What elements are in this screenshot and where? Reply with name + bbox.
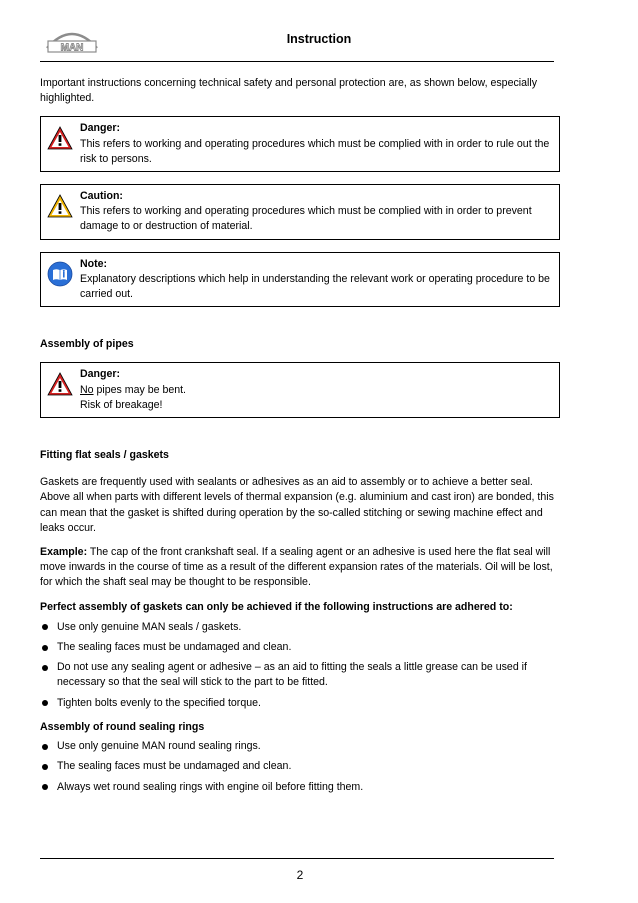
notice-line (80, 383, 551, 398)
pipes-danger-notice (40, 362, 560, 418)
list-item (40, 780, 560, 795)
rings-heading: Assembly of round sealing rings (40, 720, 205, 733)
pipes-heading: Assembly of pipes (40, 338, 134, 351)
content (40, 76, 560, 795)
warning-icon (47, 371, 73, 397)
notice-text: Explanatory descriptions which help in understanding the relevant work or operating procedure to be carried out. (80, 272, 550, 301)
list-item (40, 660, 560, 690)
example-label: Example: (40, 546, 88, 559)
notice-line: Risk of breakage! (80, 398, 163, 411)
bullet-dot (42, 665, 48, 671)
emphasis-no: No (80, 383, 94, 396)
header-divider (40, 61, 554, 62)
list-item (40, 696, 560, 711)
header-title: Instruction (286, 32, 352, 46)
list-item (40, 620, 560, 635)
notice-text: This refers to working and operating procedures which must be complied with in order to prevent damage to or destruction of material. (80, 205, 532, 233)
seals-heading: Fitting flat seals / gaskets (40, 449, 169, 462)
intro-text: Important instructions concerning technical safety and personal protection are, as shown below, especially highlighted. (40, 77, 538, 105)
page-number: 2 (296, 868, 304, 882)
footer-divider (40, 858, 554, 859)
notice-text: This refers to working and operating procedures which must be complied with in order to rule out the risk to persons. (80, 137, 550, 165)
perfect-assembly-heading: Perfect assembly of gaskets can only be achieved if the following instructions are adhered to: (40, 600, 513, 613)
rings-bullet-list (40, 739, 560, 795)
bullet-dot (42, 700, 48, 706)
notice-line-rest: pipes may be bent. (93, 383, 187, 396)
caution-notice (40, 184, 560, 240)
bullet-dot (42, 784, 48, 790)
notice-title: Danger: (80, 122, 121, 135)
seals-bullet-list (40, 620, 560, 711)
list-item-text: Use only genuine MAN round sealing rings. (57, 740, 261, 753)
danger-notice (40, 116, 560, 172)
bullet-dot (42, 764, 48, 770)
bullet-dot (42, 645, 48, 651)
list-item-text: Always wet round sealing rings with engine oil before fitting them. (57, 780, 364, 793)
list-item-text: Do not use any sealing agent or adhesive – as an aid to fitting the seals a little grease can be used if necessary so that the seal will stick to the part to be fitted. (57, 661, 527, 689)
bullet-dot (42, 744, 48, 750)
notice-title: Caution: (80, 190, 123, 203)
note-notice (40, 252, 560, 308)
warning-icon (47, 193, 73, 219)
seals-paragraph: Gaskets are frequently used with sealants or adhesives as an aid to assembly or to achieve a better seal. Above all when parts with different levels of thermal expansion (e.g. aluminium and cast iron) are bonded, this can mean that the gasket is shifted during operation by the so-called stitching or sewing machine effect and leaks occur. (40, 476, 554, 534)
list-item-text: The sealing faces must be undamaged and clean. (57, 760, 292, 773)
bullet-dot (42, 624, 48, 630)
list-item (40, 759, 560, 774)
notice-title: Note: (80, 257, 108, 270)
list-item-text: Tighten bolts evenly to the specified torque. (57, 696, 261, 709)
logo-text: MAN (60, 42, 84, 54)
example-text: The cap of the front crankshaft seal. If a sealing agent or an adhesive is used here the flat seal will move inwards in the course of time as a result of the different expansion rates of the materials. Oil will be lost, for which the shaft seal may be thought to be responsible. (40, 546, 553, 589)
list-item (40, 739, 560, 754)
notice-title: Danger: (80, 368, 121, 381)
list-item (40, 640, 560, 655)
list-item-text: Use only genuine MAN seals / gaskets. (57, 620, 242, 633)
example-paragraph (40, 545, 560, 591)
list-item-text: The sealing faces must be undamaged and clean. (57, 641, 292, 654)
warning-icon (47, 125, 73, 151)
manual-icon (47, 261, 73, 287)
